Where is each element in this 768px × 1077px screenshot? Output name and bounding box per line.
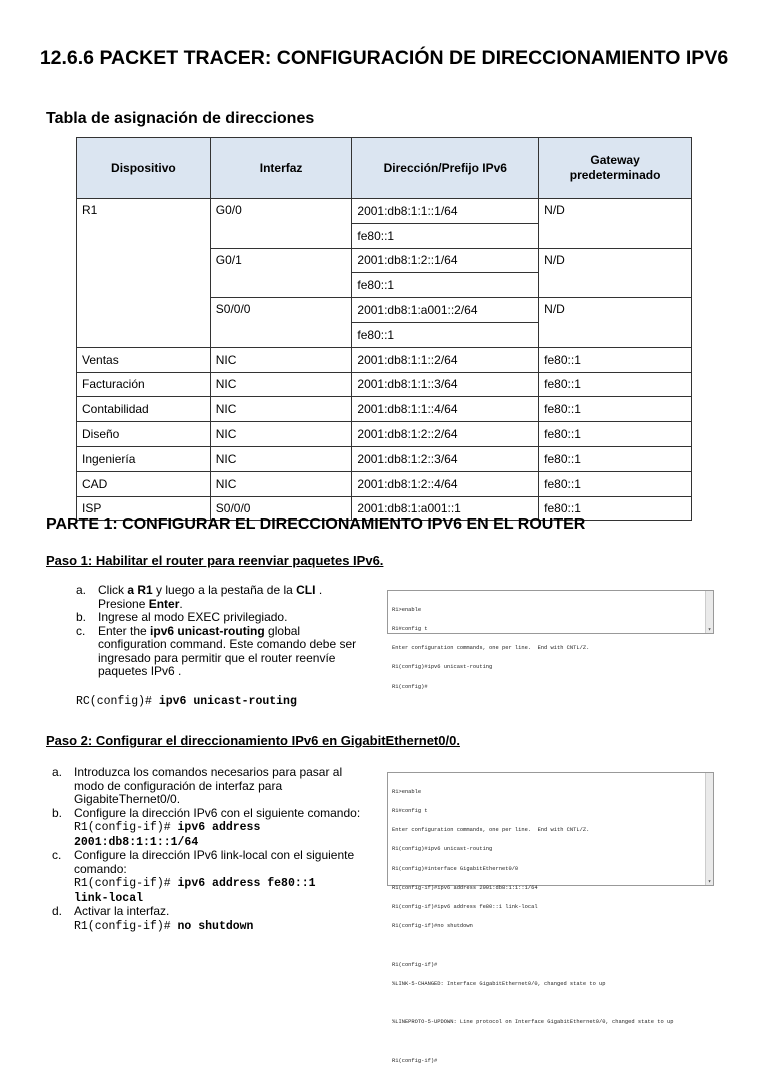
- cell-interface: NIC: [210, 372, 352, 397]
- cell-gateway: fe80::1: [539, 496, 692, 521]
- table-row: [77, 199, 692, 224]
- terminal-scrollbar[interactable]: [705, 591, 713, 633]
- step2-list: [52, 766, 374, 933]
- terminal-line: [392, 943, 709, 949]
- terminal-line: R1(config)#ipv6 unicast-routing: [392, 664, 493, 671]
- cell-address: 2001:db8:1:2::3/64: [352, 446, 539, 471]
- table-row: [77, 422, 692, 447]
- terminal-line: R1(config-if)#ipv6 address fe80::1 link-local: [392, 904, 538, 911]
- cell-device: CAD: [77, 471, 211, 496]
- cell-device: Ingeniería: [77, 446, 211, 471]
- list-marker: b.: [52, 805, 63, 820]
- terminal-line: Enter configuration commands, one per line. End with CNTL/Z.: [392, 827, 590, 834]
- command-prompt: RC(config)#: [76, 695, 159, 708]
- step1-command: [76, 695, 297, 708]
- cell-gateway: N/D: [539, 248, 692, 298]
- cell-gateway: fe80::1: [539, 372, 692, 397]
- table-header-row: [77, 138, 692, 199]
- terminal-line: R1(config)#ipv6 unicast-routing: [392, 846, 493, 853]
- address-table: [76, 137, 692, 521]
- text-bold: Enter: [148, 596, 180, 611]
- cell-gateway: fe80::1: [539, 446, 692, 471]
- list-item: [76, 625, 366, 679]
- text: Activar la interfaz.: [74, 904, 170, 918]
- terminal-line: R1(config-if)#: [392, 961, 438, 968]
- cell-interface: G0/0: [210, 199, 352, 249]
- command: [74, 821, 260, 849]
- cell-gateway: fe80::1: [539, 397, 692, 422]
- header-device: Dispositivo: [77, 138, 211, 199]
- table-row: [77, 446, 692, 471]
- command-text: ipv6 address fe80::1: [177, 877, 316, 890]
- cell-address: 2001:db8:1:a001::1: [352, 496, 539, 521]
- terminal-line: R1#config t: [392, 626, 428, 633]
- command-text: 2001:db8:1:1::1/64: [74, 835, 199, 849]
- command-prompt: R1(config-if)#: [74, 877, 178, 890]
- terminal-line: R1(config-if)#: [392, 1057, 438, 1064]
- cell-address: 2001:db8:1:2::2/64: [352, 422, 539, 447]
- text: Introduzca los comandos necesarios para pasar al modo de configuración de interfaz para GigabiteThernet0/0.: [74, 765, 343, 806]
- text: Configure la dirección IPv6 link-local con el siguiente comando:: [74, 848, 355, 876]
- step1-list: [76, 584, 366, 679]
- list-item: [52, 766, 374, 807]
- cell-gateway: N/D: [539, 298, 692, 348]
- terminal-line: [392, 1000, 709, 1006]
- cell-address: 2001:db8:1:1::2/64: [352, 347, 539, 372]
- terminal-screenshot-1: [387, 590, 714, 690]
- cell-gateway: fe80::1: [539, 347, 692, 372]
- list-marker: c.: [52, 848, 62, 862]
- cell-interface: G0/1: [210, 248, 352, 298]
- list-marker: c.: [76, 623, 86, 638]
- cell-device: Diseño: [77, 422, 211, 447]
- list-item: [52, 905, 374, 933]
- command: [74, 920, 253, 933]
- cell-interface: NIC: [210, 446, 352, 471]
- cell-gateway: N/D: [539, 199, 692, 249]
- cell-address: 2001:db8:1:2::1/64: [352, 248, 539, 273]
- list-marker: d.: [52, 904, 63, 918]
- step1-heading: Paso 1: Habilitar el router para reenviar paquetes IPv6.: [46, 553, 384, 568]
- cell-interface: NIC: [210, 471, 352, 496]
- terminal-line: %LINEPROTO-5-UPDOWN: Line protocol on Interface GigabitEthernet0/0, changed state to up: [392, 1019, 674, 1026]
- page-title: 12.6.6 PACKET TRACER: CONFIGURACIÓN DE DIRECCIONAMIENTO IPV6: [39, 47, 729, 69]
- terminal-lines: [388, 773, 713, 1077]
- cell-interface: NIC: [210, 397, 352, 422]
- list-item: [76, 611, 366, 625]
- command-prompt: R1(config-if)#: [74, 821, 178, 834]
- text: Click: [98, 583, 128, 597]
- part1-heading: PARTE 1: CONFIGURAR EL DIRECCIONAMIENTO IPV6 EN EL ROUTER: [46, 516, 586, 533]
- header-address: Dirección/Prefijo IPv6: [352, 138, 539, 199]
- cell-address: fe80::1: [352, 273, 539, 298]
- terminal-line: [392, 1039, 709, 1045]
- text: Ingrese al modo EXEC privilegiado.: [98, 610, 288, 624]
- cell-address: fe80::1: [352, 223, 539, 248]
- list-item: [52, 849, 374, 905]
- terminal-line: R1(config)#interface GigabitEthernet0/0: [392, 865, 519, 872]
- list-marker: a.: [52, 765, 63, 779]
- cell-device: Facturación: [77, 372, 211, 397]
- terminal-lines: [388, 591, 713, 703]
- scroll-down-icon[interactable]: ▾: [707, 626, 712, 633]
- table-row: [77, 347, 692, 372]
- text: y luego a la pestaña de la: [152, 583, 297, 597]
- text-bold: a R1: [127, 583, 153, 597]
- text: global configuration command. Este comando debe ser ingresado para permitir que el router reenvíe paquetes IPv6 .: [98, 623, 357, 678]
- terminal-line: Enter configuration commands, one per line. End with CNTL/Z.: [392, 645, 590, 652]
- cell-interface: S0/0/0: [210, 298, 352, 348]
- header-gateway: Gateway predeterminado: [539, 138, 692, 199]
- text-bold: CLI: [296, 583, 316, 597]
- cell-address: 2001:db8:1:1::1/64: [352, 199, 539, 224]
- cell-interface: NIC: [210, 422, 352, 447]
- cell-address: 2001:db8:1:2::4/64: [352, 471, 539, 496]
- terminal-line: %LINK-5-CHANGED: Interface GigabitEthernet0/0, changed state to up: [392, 981, 606, 987]
- terminal-screenshot-2: [387, 772, 714, 1064]
- terminal-line: R1(config-if)#ipv6 address 2001:db8:1:1::1/64: [392, 884, 538, 891]
- cell-gateway: fe80::1: [539, 422, 692, 447]
- cell-interface: NIC: [210, 347, 352, 372]
- text: .: [315, 583, 323, 597]
- command-text: no shutdown: [177, 919, 254, 933]
- text: .: [179, 596, 183, 611]
- table-heading: Tabla de asignación de direcciones: [46, 110, 315, 127]
- cell-device: Ventas: [77, 347, 211, 372]
- cell-address: 2001:db8:1:1::4/64: [352, 397, 539, 422]
- table-row: [77, 372, 692, 397]
- terminal-line: R1(config)#: [392, 683, 428, 690]
- command-text: link-local: [74, 891, 144, 905]
- terminal-line: R1(config-if)#no shutdown: [392, 923, 473, 930]
- header-interface: Interfaz: [210, 138, 352, 199]
- command-text: ipv6 address: [177, 821, 261, 834]
- cell-address: 2001:db8:1:a001::2/64: [352, 298, 539, 323]
- command-prompt: R1(config-if)#: [74, 919, 178, 933]
- cell-device: ISP: [77, 496, 211, 521]
- terminal-line: R1>enable: [392, 788, 422, 795]
- list-marker: a.: [76, 583, 87, 597]
- list-marker: b.: [76, 610, 87, 624]
- cell-address: fe80::1: [352, 322, 539, 347]
- cell-device: R1: [77, 199, 211, 348]
- terminal-scrollbar[interactable]: [705, 773, 713, 885]
- step2-heading: Paso 2: Configurar el direccionamiento IPv6 en GigabitEthernet0/0.: [46, 733, 460, 748]
- table-row: [77, 397, 692, 422]
- cell-gateway: fe80::1: [539, 471, 692, 496]
- text-bold: ipv6 unicast-routing: [150, 623, 265, 638]
- terminal-line: R1#config t: [392, 808, 428, 815]
- table-row: [77, 471, 692, 496]
- command-text: ipv6 unicast-routing: [158, 695, 297, 708]
- list-item: [76, 584, 366, 611]
- cell-interface: S0/0/0: [210, 496, 352, 521]
- scroll-down-icon[interactable]: ▾: [707, 878, 712, 885]
- terminal-line: R1>enable: [392, 606, 422, 613]
- cell-device: Contabilidad: [77, 397, 211, 422]
- cell-address: 2001:db8:1:1::3/64: [352, 372, 539, 397]
- list-item: [52, 807, 374, 850]
- text: Presione: [98, 596, 149, 611]
- text: Enter the: [98, 623, 151, 638]
- command: [74, 877, 316, 905]
- text: Configure la dirección IPv6 con el siguiente comando:: [74, 805, 361, 820]
